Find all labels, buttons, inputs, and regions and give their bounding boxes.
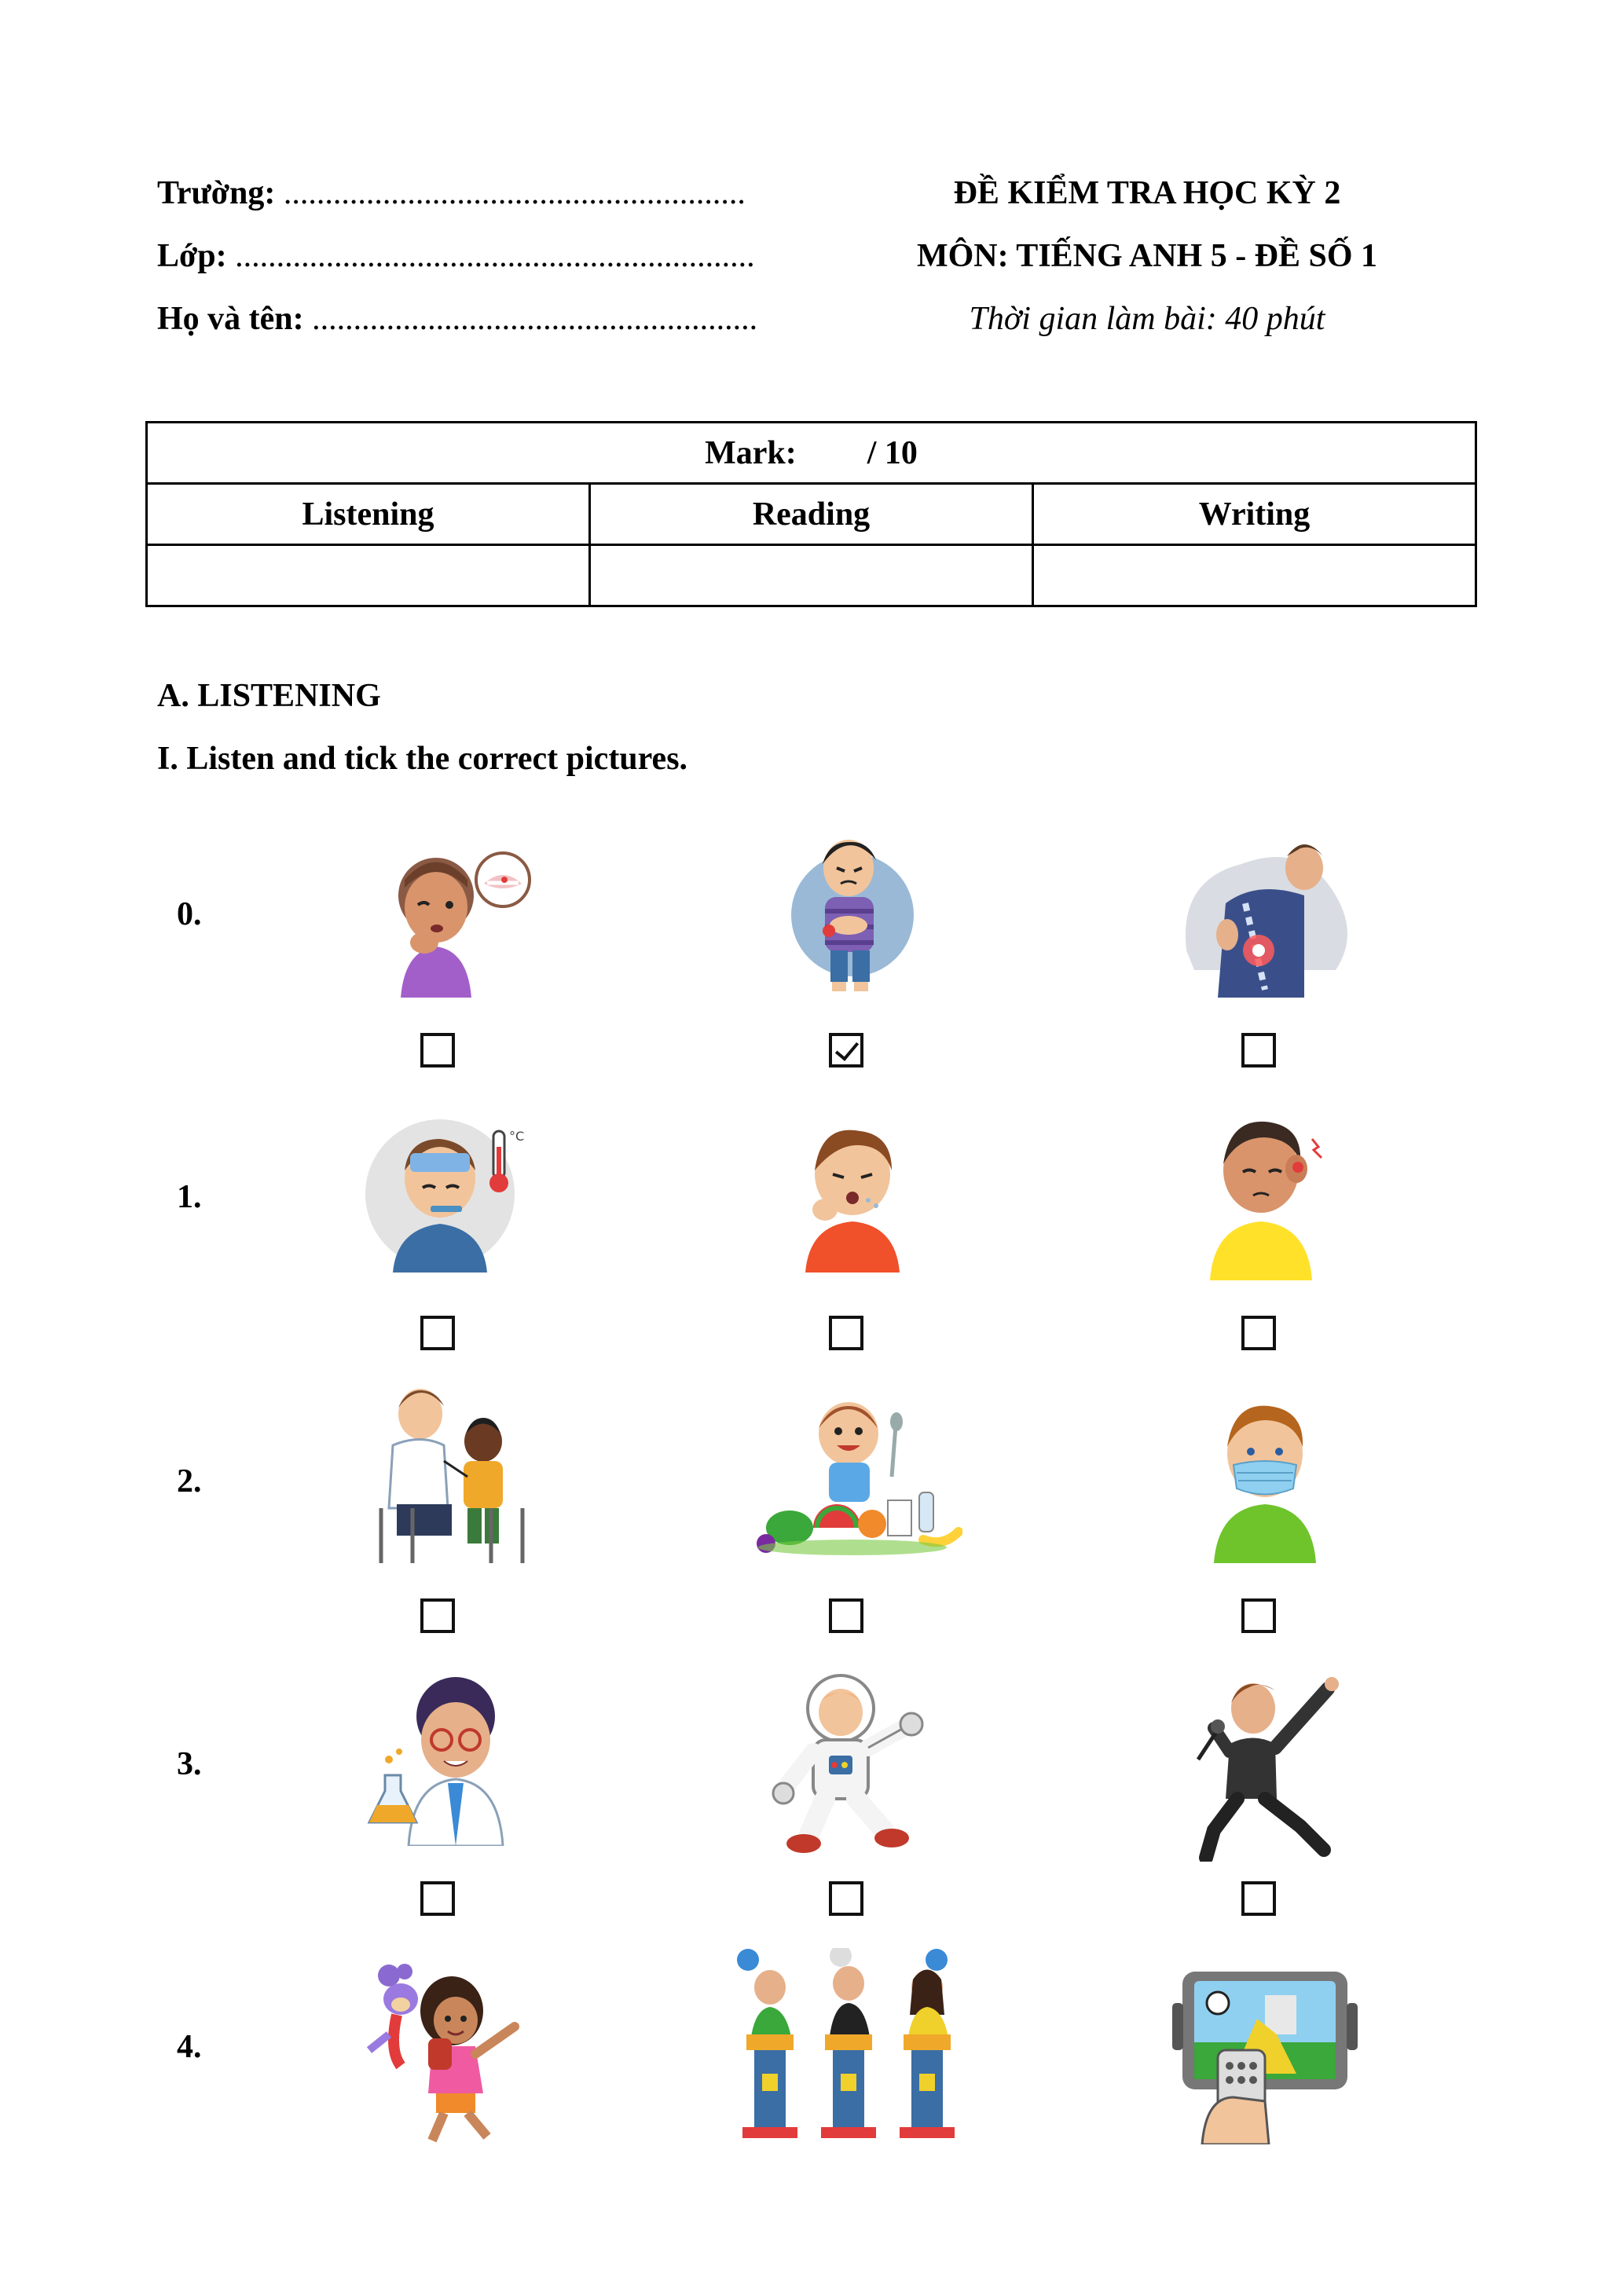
checkbox-q1-c[interactable] — [1241, 1316, 1276, 1350]
question-number-0: 0. — [177, 896, 202, 932]
school-field — [157, 174, 746, 212]
earache-picture — [1186, 1108, 1344, 1280]
doctor-picture — [357, 1375, 530, 1563]
class-field — [157, 237, 755, 275]
mark-table — [145, 421, 1477, 607]
singer-picture — [1182, 1673, 1347, 1862]
face-mask-picture — [1194, 1390, 1336, 1563]
checkbox-q0-a[interactable] — [420, 1033, 455, 1067]
mark-total: / 10 — [867, 434, 918, 471]
svg-text:°C: °C — [509, 1129, 525, 1144]
game-show-picture — [731, 1948, 966, 2144]
backache-picture — [1171, 833, 1359, 998]
checkbox-q0-b[interactable] — [829, 1033, 863, 1067]
healthy-food-picture — [742, 1390, 962, 1563]
sports-programme-picture — [1171, 1948, 1359, 2144]
name-label: Họ và tên: — [157, 301, 304, 337]
school-label: Trường: — [157, 175, 276, 211]
mark-label: Mark: — [705, 434, 797, 471]
time-limit: Thời gian làm bài: 40 phút — [969, 301, 1325, 337]
question-number-3: 3. — [177, 1746, 202, 1782]
exercise-1-heading: I. Listen and tick the correct pictures. — [157, 741, 688, 777]
checkbox-q2-b[interactable] — [829, 1598, 863, 1633]
mark-cell — [147, 423, 1476, 484]
listening-header: Listening — [147, 484, 590, 545]
checkbox-q1-a[interactable] — [420, 1316, 455, 1350]
listening-score-cell[interactable] — [147, 545, 590, 606]
school-dots[interactable]: ........................................................ — [283, 175, 746, 211]
scientist-picture — [361, 1673, 534, 1846]
reading-score-cell[interactable] — [590, 545, 1033, 606]
subject-title: MÔN: TIẾNG ANH 5 - ĐỀ SỐ 1 — [916, 238, 1378, 274]
name-dots[interactable]: ...................................................... — [312, 301, 758, 337]
cough-picture — [774, 1115, 931, 1273]
reading-header: Reading — [590, 484, 1033, 545]
fever-picture — [361, 1115, 534, 1273]
writing-score-cell[interactable] — [1033, 545, 1476, 606]
stomach-ache-picture — [774, 825, 931, 998]
toothache-picture — [361, 840, 534, 998]
checkbox-q3-c[interactable] — [1241, 1881, 1276, 1916]
checkbox-q0-c[interactable] — [1241, 1033, 1276, 1067]
checkbox-q2-c[interactable] — [1241, 1598, 1276, 1633]
question-number-1: 1. — [177, 1179, 202, 1215]
cartoon-picture — [357, 1956, 530, 2144]
checkbox-q3-a[interactable] — [420, 1881, 455, 1916]
class-dots[interactable]: ............................................................... — [235, 238, 755, 274]
checkbox-q1-b[interactable] — [829, 1316, 863, 1350]
question-number-4: 4. — [177, 2029, 202, 2065]
section-a-heading: A. LISTENING — [157, 678, 381, 714]
checkbox-q3-b[interactable] — [829, 1881, 863, 1916]
exam-title: ĐỀ KIỂM TRA HỌC KỲ 2 — [953, 175, 1341, 211]
class-label: Lớp: — [157, 238, 227, 274]
checkbox-q2-a[interactable] — [420, 1598, 455, 1633]
question-number-2: 2. — [177, 1463, 202, 1500]
astronaut-picture — [766, 1669, 939, 1858]
writing-header: Writing — [1033, 484, 1476, 545]
name-field — [157, 300, 757, 338]
